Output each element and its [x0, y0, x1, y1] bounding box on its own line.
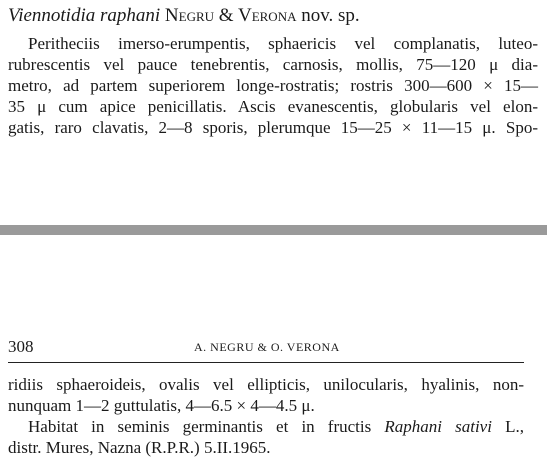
- header-rule: [8, 362, 524, 363]
- upper-page: [0, 0, 547, 225]
- description-line: rubrescentis vel pauce tenebrentis, carnosis, mollis, 75—120 μ dia-: [8, 55, 538, 74]
- description-line: Peritheciis imerso-erumpentis, sphaericis vel complanatis, luteo-: [28, 34, 538, 53]
- species-heading: [8, 4, 360, 28]
- description-line: gatis, raro clavatis, 2—8 sporis, plerumque 15—25 × 11—15 μ. Spo-: [8, 118, 538, 137]
- host-name: Raphani sativi: [384, 417, 492, 436]
- continuation-line: nunquam 1—2 guttulatis, 4—6.5 × 4—4.5 μ.: [8, 396, 315, 415]
- host-authority: L.,: [491, 417, 524, 436]
- species-name: Viennotidia raphani: [8, 5, 161, 26]
- habitat-text: Habitat in seminis germinantis et in fructis: [28, 417, 385, 436]
- page-gap: [0, 225, 547, 235]
- habitat-line: [8, 416, 524, 437]
- habitat-paragraph: [8, 416, 524, 458]
- description-line: metro, ad partem superiorem longe-rostratis; rostris 300—600 × 15—: [8, 76, 538, 95]
- continuation-line: ridiis sphaeroideis, ovalis vel ellipticis, unilocularis, hyalinis, non-: [8, 375, 524, 394]
- description-continuation: [8, 374, 524, 416]
- species-description: [8, 33, 538, 138]
- running-header: [8, 336, 524, 358]
- species-authors: Negru & Verona: [164, 5, 297, 26]
- description-line: 35 μ cum apice penicillatis. Ascis evanescentis, globularis vel elon-: [8, 97, 538, 116]
- page-number: 308: [8, 337, 34, 356]
- habitat-locality: distr. Mures, Nazna (R.P.R.) 5.II.1965.: [8, 438, 271, 457]
- running-head-authors: A. NEGRU & O. VERONA: [194, 340, 340, 354]
- species-status: nov. sp.: [301, 5, 360, 26]
